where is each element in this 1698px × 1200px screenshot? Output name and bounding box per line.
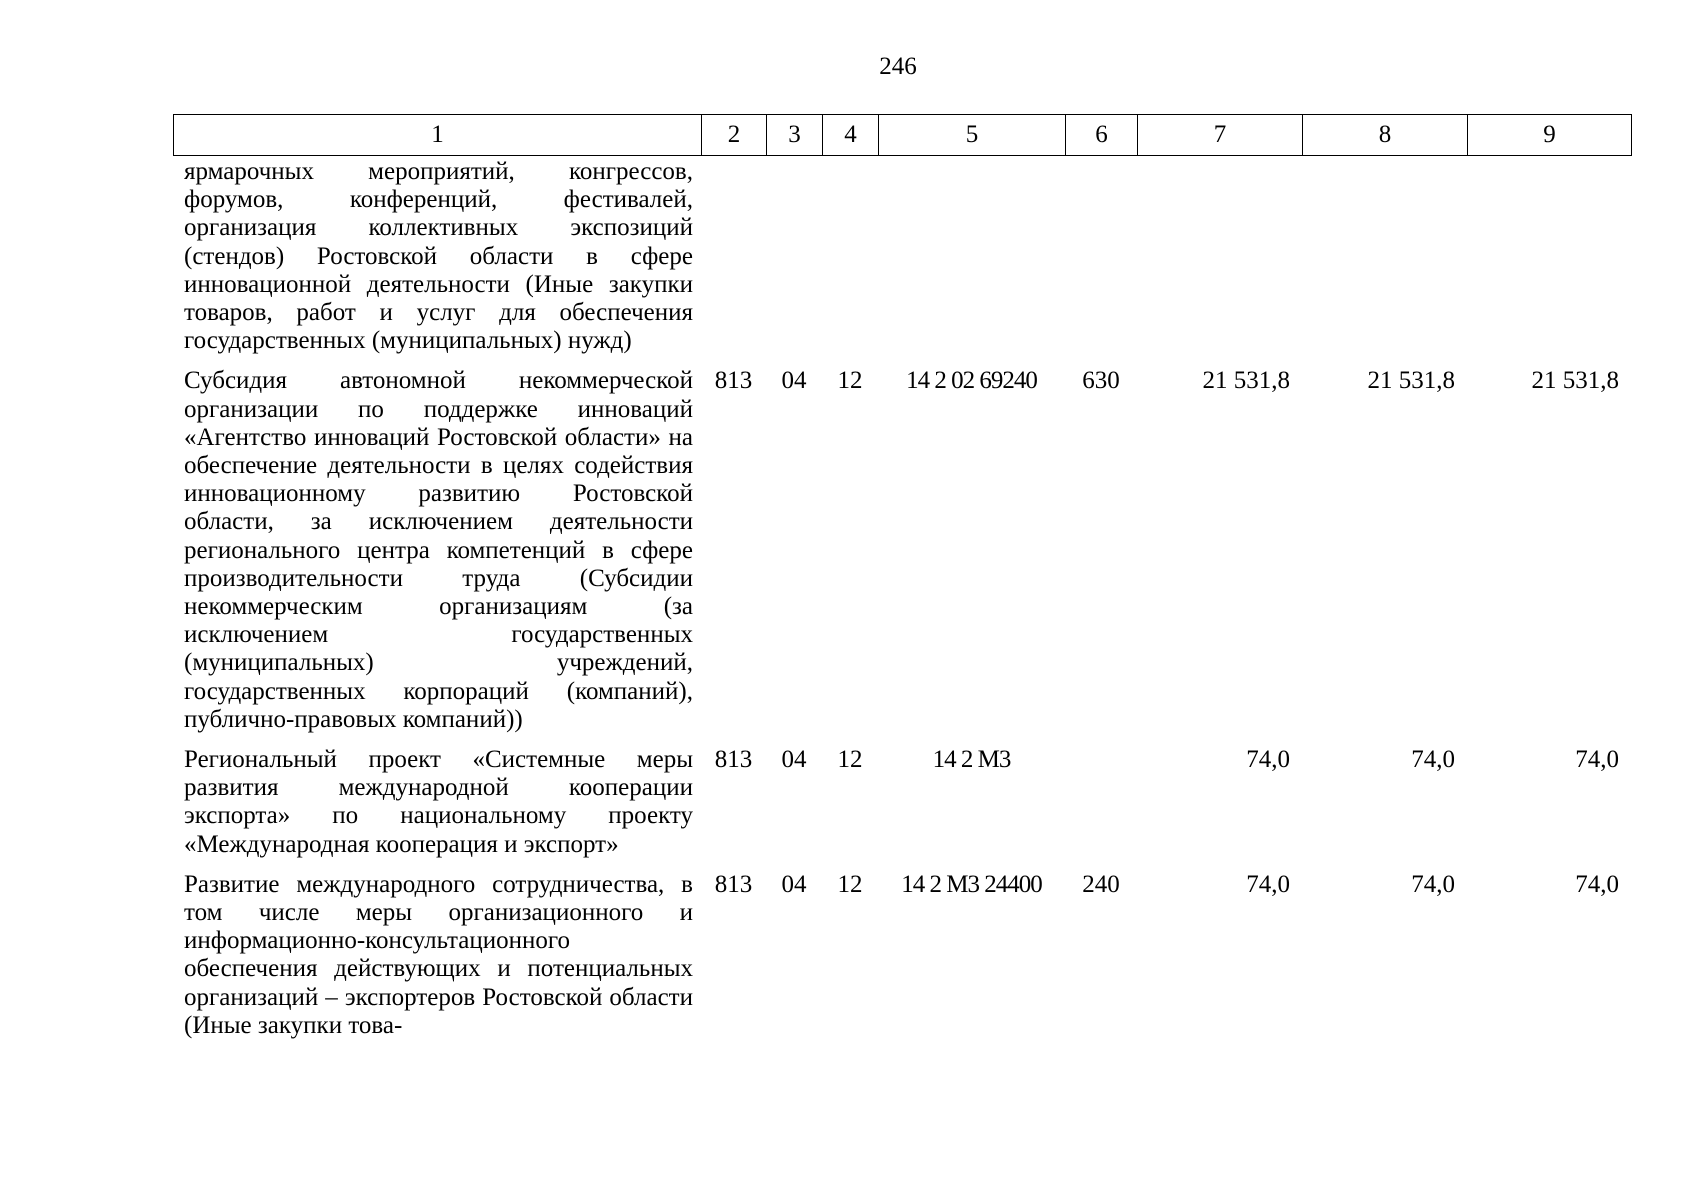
row-description: Субсидия автономной некоммерческой организации по поддержке инноваций «Агентство инноваций Ростовской области» на обеспечение деятельности в целях содействия инновационному развитию Ростовской области, за исключением деятельности регионального центра компетенций в сфере производительности труда (Субсидии некоммерческим организациям (за исключением государственных (муниципальных) учреждений, государственных корпораций (компаний), публично-правовых компаний)) (184, 367, 693, 733)
cell-col-3: 04 (781, 746, 807, 774)
cell-col-9: 74,0 (1575, 870, 1619, 898)
cell-col-6 (1065, 158, 1137, 355)
header-col-5: 5 (879, 115, 1066, 156)
cell-col-9: 21 531,8 (1531, 367, 1619, 395)
cell-col-3 (766, 158, 822, 355)
cell-col-5: 14 2 02 69240 (906, 367, 1037, 395)
cell-col-8 (1302, 158, 1467, 355)
cell-col-7: 74,0 (1246, 870, 1290, 898)
cell-col-5: 14 2 M3 24400 (901, 870, 1042, 898)
cell-col-3: 04 (781, 870, 807, 898)
row-description: Развитие международного сотрудничества, в том числе меры организационного и информационно-консультационного обеспечения действующих и потенциальных организаций – экспортеров Ростовской области (Иные закупки това- (184, 870, 693, 1039)
cell-col-4: 12 (837, 746, 863, 774)
cell-col-2: 813 (714, 870, 753, 898)
cell-col-5: 14 2 M3 (932, 746, 1011, 774)
header-col-3: 3 (767, 115, 823, 156)
header-col-8: 8 (1303, 115, 1468, 156)
table-header (173, 114, 1632, 156)
cell-col-6: 630 (1082, 367, 1120, 395)
cell-col-7: 21 531,8 (1202, 367, 1290, 395)
header-col-1: 1 (174, 115, 702, 156)
cell-col-8: 74,0 (1411, 746, 1455, 774)
header-col-6: 6 (1066, 115, 1138, 156)
cell-col-4: 12 (837, 367, 863, 395)
cell-col-2: 813 (714, 746, 753, 774)
table-row (173, 158, 1631, 355)
cell-col-7 (1137, 158, 1302, 355)
cell-col-2: 813 (714, 367, 753, 395)
page-number: 246 (879, 53, 917, 80)
cell-col-6 (1065, 734, 1137, 859)
cell-col-8: 74,0 (1411, 870, 1455, 898)
header-col-2: 2 (702, 115, 767, 156)
table-body (173, 158, 1631, 1040)
row-description: Региональный проект «Системные меры развития международной кооперации экспорта» по национальному проекту «Международная кооперация и экспорт» (184, 746, 693, 858)
row-description: ярмарочных мероприятий, конгрессов, форумов, конференций, фестивалей, организация коллективных экспозиций (стендов) Ростовской области в сфере инновационной деятельности (Иные закупки товаров, работ и услуг для обеспечения государственных (муниципальных) нужд) (184, 158, 693, 355)
cell-col-9: 74,0 (1575, 746, 1619, 774)
cell-col-8: 21 531,8 (1367, 367, 1455, 395)
cell-col-4: 12 (837, 870, 863, 898)
cell-col-7: 74,0 (1246, 746, 1290, 774)
table-row (173, 355, 1631, 734)
cell-col-5 (878, 158, 1065, 355)
header-col-7: 7 (1138, 115, 1303, 156)
cell-col-6: 240 (1082, 870, 1120, 898)
header-col-9: 9 (1468, 115, 1632, 156)
cell-col-9 (1467, 158, 1631, 355)
cell-col-2 (701, 158, 766, 355)
header-col-4: 4 (823, 115, 879, 156)
cell-col-4 (822, 158, 878, 355)
header-row (174, 115, 1632, 156)
table-row (173, 859, 1631, 1040)
cell-col-3: 04 (781, 367, 807, 395)
table-row (173, 734, 1631, 859)
